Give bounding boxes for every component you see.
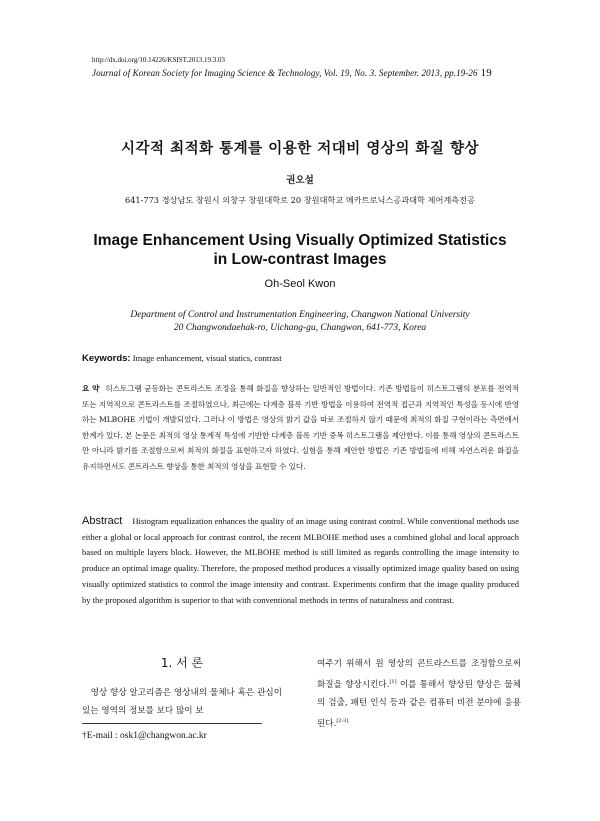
english-author: Oh-Seol Kwon — [264, 278, 336, 290]
citation-ref-2-3[interactable]: [2-3] — [336, 717, 349, 724]
korean-abstract — [82, 381, 519, 474]
introduction-column-right — [317, 655, 521, 733]
footnote-divider — [82, 723, 262, 724]
journal-citation: Journal of Korean Society for Imaging Science & Technology, Vol. 19, No. 3. September. 2013, pp.19-26 — [92, 68, 478, 78]
page-number: 19 — [480, 67, 492, 79]
korean-title: 시각적 최적화 통계를 이용한 저대비 영상의 화질 향상 — [121, 141, 479, 157]
english-affiliation-line2: 20 Changwondaehak-ro, Uichang-gu, Changwon, 641-773, Korea — [173, 322, 427, 333]
english-affiliation — [0, 309, 600, 334]
korean-affiliation: 641-773 경상남도 창원시 의창구 창원대학로 20 창원대학교 메카트로닉스공과대학 제어계측전공 — [125, 195, 475, 205]
korean-abstract-text: 히스토그램 균등화는 콘트라스트 조정을 통해 화질을 향상하는 일반적인 방법이다. 기존 방법들이 히스토그램의 분포를 전역적 또는 지역적으로 콘트라스트를 조절하였으나, 최근에는 다계층 블록 기반 방법을 이용하여 전역적 접근과 지역적인 특성을 동시에 반영하는 MLBOHE 기법이 개발되었다. 그러나 이 방법은 영상의 밝기 값을 따로 조절하지 않기 때문에 최적의 화질 구현이라는 측면에서 한계가 있다. 본 논문은 최적의 영상 통계적 특성에 기반한 다계층 블록 기반 중복 히스토그램을 제안한다. 이를 통해 영상의 콘트라스트만 아니라 밝기를 조절함으로써 최적의 화질을 표현하고자 하였다. 실험을 통해 제안한 방법은 기존 방법들에 비해 자연스러운 화질을 유지하면서도 콘트라스트 향상을 통한 최적의 영상을 표현할 수 있다. — [82, 384, 520, 471]
keywords-text: Image enhancement, visual statics, contrast — [132, 353, 282, 363]
korean-author: 권오설 — [286, 175, 314, 186]
introduction-left-text: 영상 향상 알고리즘은 영상내의 물체나 혹은 관심이 있는 영역의 정보를 보다 많이 보 — [82, 688, 282, 716]
doi-line[interactable]: http://dx.doi.org/10.14226/KSIST.2013.19.3.03 — [92, 56, 225, 64]
journal-header — [92, 67, 492, 79]
keywords-label: Keywords: — [82, 353, 131, 364]
introduction-column-left — [82, 684, 282, 720]
english-title-line2: in Low-contrast Images — [213, 251, 387, 268]
keywords — [82, 353, 282, 364]
english-abstract-text: Histogram equalization enhances the quality of an image using contrast control. While conventional methods use either a global or local approach for contrast control, the recent MLBOHE method uses a combined global and local approach based on multiple layers block. However, the MLBOHE method is still limited as regards controlling the image intensity to produce an optimal image quality. Therefore, the proposed method produces a visually optimized image quality based on using visually optimized statistics to control the image intensity and contrast. Experiments confirm that the image quality produced by the proposed algorithm is superior to that with conventional methods in terms of naturalness and contrast. — [82, 516, 519, 605]
citation-ref-1[interactable]: [1] — [389, 679, 397, 685]
english-affiliation-line1: Department of Control and Instrumentation Engineering, Changwon National University — [130, 310, 470, 320]
english-abstract-label: Abstract — [82, 515, 123, 527]
section-heading-introduction: 1. 서 론 — [160, 656, 204, 670]
corresponding-email[interactable]: †E-mail : osk1@changwon.ac.kr — [82, 731, 207, 741]
english-title-line1: Image Enhancement Using Visually Optimized Statistics — [93, 232, 507, 249]
korean-abstract-label: 요 약 — [82, 384, 100, 393]
intro-right-part1: 여주기 위해서 원 영상의 콘트라스트를 조정함으로써 화질을 향상시킨다. — [317, 659, 521, 690]
intro-right-part2: 이를 통해서 향상된 향상은 물체의 검출, 패턴 인식 등과 같은 컴퓨터 비전 분야에 응용된다. — [317, 679, 521, 729]
english-title — [0, 231, 600, 269]
english-abstract — [82, 514, 519, 608]
